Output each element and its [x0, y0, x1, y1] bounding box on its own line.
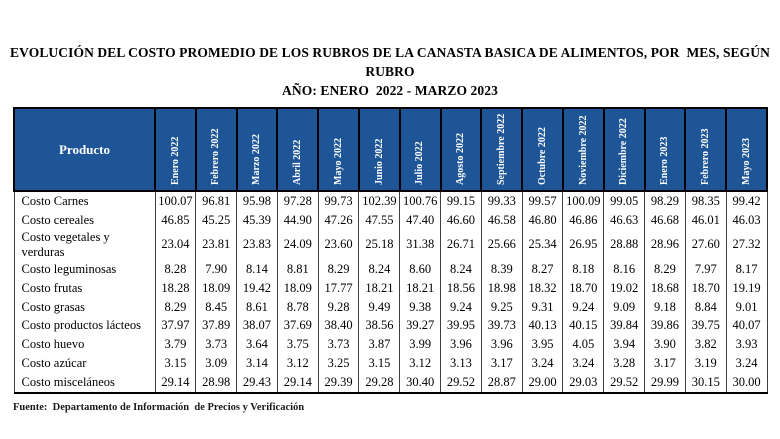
- value-cell: 39.73: [481, 316, 522, 335]
- value-cell: 40.15: [563, 316, 604, 335]
- header-row: [14, 108, 767, 191]
- value-cell: 8.28: [155, 260, 196, 279]
- value-cell: 18.98: [481, 279, 522, 298]
- table-row: [14, 279, 767, 298]
- value-cell: 3.96: [481, 335, 522, 354]
- month-column-header: [522, 108, 563, 191]
- month-column-header: [645, 108, 686, 191]
- value-cell: 46.58: [481, 211, 522, 230]
- value-cell: 3.12: [277, 354, 318, 373]
- value-cell: 46.03: [726, 211, 767, 230]
- month-column-header: [685, 108, 726, 191]
- value-cell: 25.66: [481, 230, 522, 260]
- table-header: [14, 108, 767, 191]
- month-column-header: [481, 108, 522, 191]
- table-row: [14, 298, 767, 317]
- value-cell: 9.18: [645, 298, 686, 317]
- value-cell: 8.14: [237, 260, 278, 279]
- value-cell: 37.97: [155, 316, 196, 335]
- value-cell: 3.79: [155, 335, 196, 354]
- value-cell: 37.89: [196, 316, 237, 335]
- value-cell: 46.63: [604, 211, 645, 230]
- value-cell: 9.01: [726, 298, 767, 317]
- value-cell: 8.39: [481, 260, 522, 279]
- value-cell: 28.87: [481, 373, 522, 393]
- value-cell: 39.75: [685, 316, 726, 335]
- value-cell: 18.09: [196, 279, 237, 298]
- table-row: [14, 316, 767, 335]
- month-column-header: [359, 108, 400, 191]
- value-cell: 8.29: [645, 260, 686, 279]
- value-cell: 29.14: [277, 373, 318, 393]
- value-cell: 27.60: [685, 230, 726, 260]
- value-cell: 3.24: [522, 354, 563, 373]
- value-cell: 29.52: [604, 373, 645, 393]
- value-cell: 47.26: [318, 211, 359, 230]
- value-cell: 19.02: [604, 279, 645, 298]
- value-cell: 98.29: [645, 191, 686, 211]
- title-line-2: RUBRO: [365, 64, 415, 79]
- value-cell: 38.07: [237, 316, 278, 335]
- value-cell: 18.68: [645, 279, 686, 298]
- value-cell: 18.21: [400, 279, 441, 298]
- month-column-label: Octubre 2022: [536, 127, 548, 185]
- month-column-label: Abril 2022: [292, 139, 304, 185]
- value-cell: 46.01: [685, 211, 726, 230]
- value-cell: 96.81: [196, 191, 237, 211]
- value-cell: 9.38: [400, 298, 441, 317]
- value-cell: 3.87: [359, 335, 400, 354]
- value-cell: 40.07: [726, 316, 767, 335]
- value-cell: 9.24: [441, 298, 482, 317]
- table-row: [14, 335, 767, 354]
- month-column-label: Mayo 2023: [740, 138, 752, 185]
- value-cell: 44.90: [277, 211, 318, 230]
- month-column-header: [400, 108, 441, 191]
- value-cell: 46.60: [441, 211, 482, 230]
- product-name-cell: Costo grasas: [14, 298, 155, 317]
- table-row: [14, 230, 767, 260]
- value-cell: 3.24: [563, 354, 604, 373]
- value-cell: 18.09: [277, 279, 318, 298]
- value-cell: 29.52: [441, 373, 482, 393]
- value-cell: 18.70: [685, 279, 726, 298]
- value-cell: 8.78: [277, 298, 318, 317]
- month-column-header: [196, 108, 237, 191]
- value-cell: 29.99: [645, 373, 686, 393]
- product-name-cell: Costo leguminosas: [14, 260, 155, 279]
- value-cell: 8.29: [318, 260, 359, 279]
- value-cell: 3.94: [604, 335, 645, 354]
- value-cell: 46.80: [522, 211, 563, 230]
- month-column-label: Marzo 2022: [251, 134, 263, 185]
- value-cell: 23.04: [155, 230, 196, 260]
- value-cell: 18.56: [441, 279, 482, 298]
- value-cell: 100.07: [155, 191, 196, 211]
- value-cell: 18.28: [155, 279, 196, 298]
- value-cell: 24.09: [277, 230, 318, 260]
- month-column-label: Noviembre 2022: [577, 115, 589, 185]
- product-name-cell: Costo Carnes: [14, 191, 155, 211]
- value-cell: 8.45: [196, 298, 237, 317]
- value-cell: 3.99: [400, 335, 441, 354]
- source-note: Fuente: Departamento de Información de Precios y Verificación: [13, 402, 305, 414]
- value-cell: 19.42: [237, 279, 278, 298]
- value-cell: 98.35: [685, 191, 726, 211]
- value-cell: 39.27: [400, 316, 441, 335]
- cost-table: [13, 107, 768, 394]
- month-column-header: [604, 108, 645, 191]
- product-name-cell: Costo frutas: [14, 279, 155, 298]
- month-column-label: Enero 2022: [169, 136, 181, 185]
- value-cell: 28.88: [604, 230, 645, 260]
- table-body: [14, 191, 767, 393]
- value-cell: 99.57: [522, 191, 563, 211]
- value-cell: 3.09: [196, 354, 237, 373]
- value-cell: 9.09: [604, 298, 645, 317]
- value-cell: 99.05: [604, 191, 645, 211]
- value-cell: 3.25: [318, 354, 359, 373]
- value-cell: 37.69: [277, 316, 318, 335]
- value-cell: 23.81: [196, 230, 237, 260]
- value-cell: 3.90: [645, 335, 686, 354]
- value-cell: 23.83: [237, 230, 278, 260]
- value-cell: 40.13: [522, 316, 563, 335]
- value-cell: 9.24: [563, 298, 604, 317]
- value-cell: 8.24: [359, 260, 400, 279]
- value-cell: 29.14: [155, 373, 196, 393]
- value-cell: 25.18: [359, 230, 400, 260]
- value-cell: 19.19: [726, 279, 767, 298]
- month-column-label: Agosto 2022: [455, 133, 467, 185]
- value-cell: 8.17: [726, 260, 767, 279]
- value-cell: 25.34: [522, 230, 563, 260]
- month-column-header: [277, 108, 318, 191]
- value-cell: 46.85: [155, 211, 196, 230]
- month-column-label: Diciembre 2022: [618, 118, 630, 185]
- month-column-label: Enero 2023: [659, 136, 671, 185]
- value-cell: 7.97: [685, 260, 726, 279]
- month-column-header: [318, 108, 359, 191]
- month-column-label: Febrero 2022: [210, 128, 222, 185]
- value-cell: 8.84: [685, 298, 726, 317]
- value-cell: 3.17: [481, 354, 522, 373]
- value-cell: 38.56: [359, 316, 400, 335]
- value-cell: 3.13: [441, 354, 482, 373]
- value-cell: 39.84: [604, 316, 645, 335]
- value-cell: 23.60: [318, 230, 359, 260]
- value-cell: 3.93: [726, 335, 767, 354]
- value-cell: 18.21: [359, 279, 400, 298]
- month-column-header: [441, 108, 482, 191]
- month-column-label: Septiembre 2022: [496, 113, 508, 185]
- value-cell: 99.33: [481, 191, 522, 211]
- value-cell: 45.39: [237, 211, 278, 230]
- month-column-header: [563, 108, 604, 191]
- product-column-header: Producto: [14, 108, 155, 191]
- table-row: [14, 211, 767, 230]
- value-cell: 97.28: [277, 191, 318, 211]
- month-column-label: Mayo 2022: [332, 138, 344, 185]
- value-cell: 39.95: [441, 316, 482, 335]
- value-cell: 3.19: [685, 354, 726, 373]
- value-cell: 29.28: [359, 373, 400, 393]
- month-column-label: Junio 2022: [373, 138, 385, 185]
- value-cell: 3.73: [318, 335, 359, 354]
- value-cell: 99.42: [726, 191, 767, 211]
- title-line-1: EVOLUCIÓN DEL COSTO PROMEDIO DE LOS RUBROS DE LA CANASTA BASICA DE ALIMENTOS, POR MES, SEGÚN: [10, 45, 770, 60]
- product-name-cell: Costo cereales: [14, 211, 155, 230]
- value-cell: 8.60: [400, 260, 441, 279]
- value-cell: 26.95: [563, 230, 604, 260]
- value-cell: 99.73: [318, 191, 359, 211]
- value-cell: 28.96: [645, 230, 686, 260]
- value-cell: 95.98: [237, 191, 278, 211]
- value-cell: 3.82: [685, 335, 726, 354]
- value-cell: 8.27: [522, 260, 563, 279]
- value-cell: 3.64: [237, 335, 278, 354]
- value-cell: 45.25: [196, 211, 237, 230]
- value-cell: 8.16: [604, 260, 645, 279]
- table-row: [14, 191, 767, 211]
- value-cell: 18.32: [522, 279, 563, 298]
- value-cell: 8.18: [563, 260, 604, 279]
- month-column-label: Febrero 2023: [700, 128, 711, 185]
- value-cell: 3.75: [277, 335, 318, 354]
- value-cell: 47.40: [400, 211, 441, 230]
- product-name-cell: Costo productos lácteos: [14, 316, 155, 335]
- product-name-cell: Costo huevo: [14, 335, 155, 354]
- month-column-header: [155, 108, 196, 191]
- value-cell: 8.61: [237, 298, 278, 317]
- value-cell: 46.68: [645, 211, 686, 230]
- value-cell: 102.39: [359, 191, 400, 211]
- value-cell: 3.28: [604, 354, 645, 373]
- value-cell: 46.86: [563, 211, 604, 230]
- value-cell: 38.40: [318, 316, 359, 335]
- value-cell: 3.15: [155, 354, 196, 373]
- table-row: [14, 354, 767, 373]
- value-cell: 3.95: [522, 335, 563, 354]
- value-cell: 28.98: [196, 373, 237, 393]
- table-row: [14, 260, 767, 279]
- product-name-cell: Costo vegetales y verduras: [14, 230, 155, 260]
- value-cell: 29.03: [563, 373, 604, 393]
- value-cell: 100.76: [400, 191, 441, 211]
- value-cell: 8.29: [155, 298, 196, 317]
- value-cell: 9.31: [522, 298, 563, 317]
- product-name-cell: Costo misceláneos: [14, 373, 155, 393]
- product-name-cell: Costo azúcar: [14, 354, 155, 373]
- value-cell: 3.14: [237, 354, 278, 373]
- value-cell: 7.90: [196, 260, 237, 279]
- month-column-header: [726, 108, 767, 191]
- value-cell: 30.40: [400, 373, 441, 393]
- report-title: [0, 0, 780, 100]
- value-cell: 8.81: [277, 260, 318, 279]
- value-cell: 17.77: [318, 279, 359, 298]
- title-line-3: AÑO: ENERO 2022 - MARZO 2023: [282, 83, 498, 98]
- value-cell: 3.24: [726, 354, 767, 373]
- value-cell: 29.39: [318, 373, 359, 393]
- value-cell: 3.15: [359, 354, 400, 373]
- month-column-label: Julio 2022: [414, 141, 426, 185]
- value-cell: 27.32: [726, 230, 767, 260]
- value-cell: 99.15: [441, 191, 482, 211]
- table-row: [14, 373, 767, 393]
- month-column-header: [237, 108, 278, 191]
- value-cell: 26.71: [441, 230, 482, 260]
- value-cell: 3.96: [441, 335, 482, 354]
- value-cell: 29.43: [237, 373, 278, 393]
- value-cell: 31.38: [400, 230, 441, 260]
- value-cell: 3.17: [645, 354, 686, 373]
- value-cell: 18.70: [563, 279, 604, 298]
- value-cell: 3.12: [400, 354, 441, 373]
- value-cell: 9.28: [318, 298, 359, 317]
- value-cell: 3.73: [196, 335, 237, 354]
- value-cell: 9.25: [481, 298, 522, 317]
- value-cell: 39.86: [645, 316, 686, 335]
- value-cell: 47.55: [359, 211, 400, 230]
- value-cell: 30.00: [726, 373, 767, 393]
- value-cell: 4.05: [563, 335, 604, 354]
- value-cell: 8.24: [441, 260, 482, 279]
- value-cell: 9.49: [359, 298, 400, 317]
- value-cell: 30.15: [685, 373, 726, 393]
- value-cell: 29.00: [522, 373, 563, 393]
- value-cell: 100.09: [563, 191, 604, 211]
